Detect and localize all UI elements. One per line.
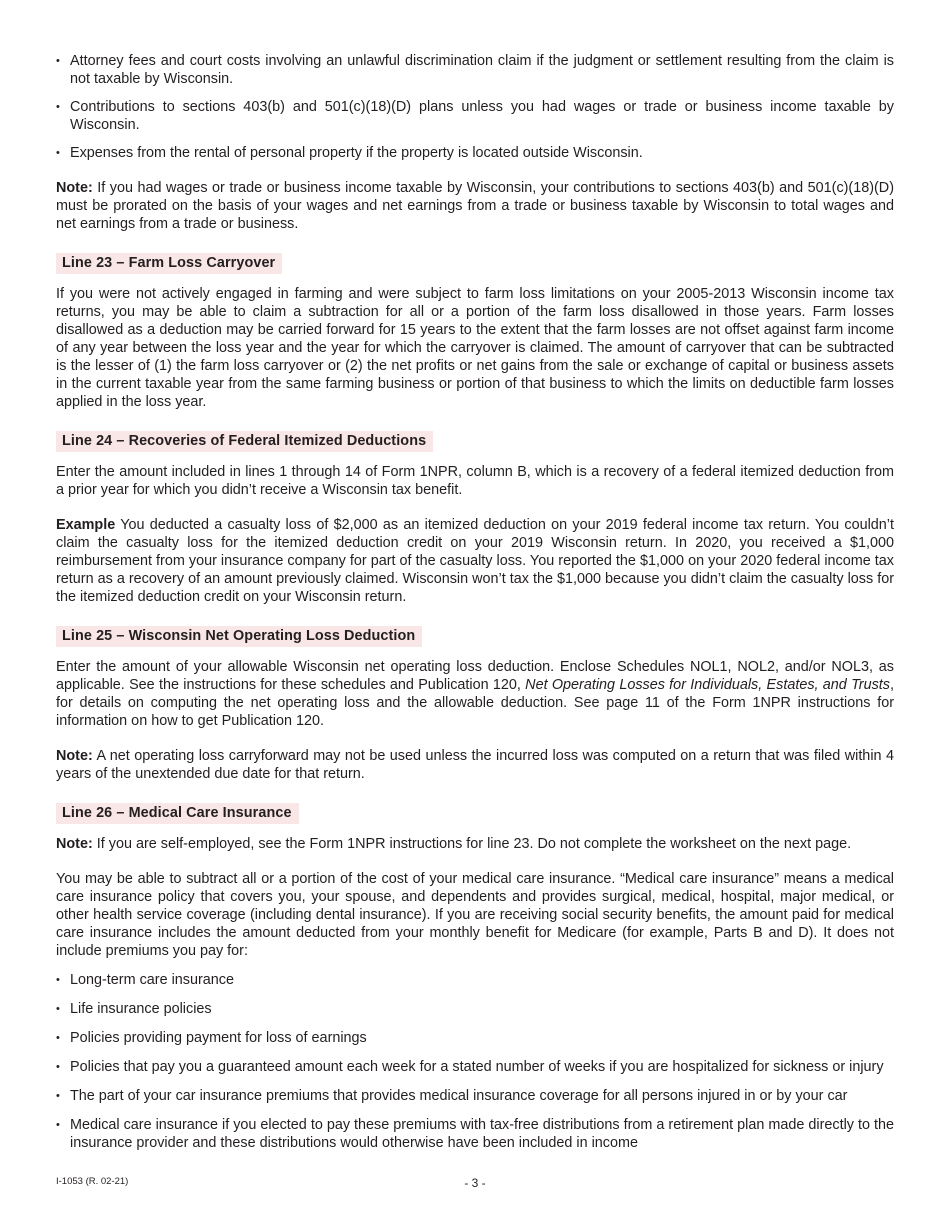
form-id: I-1053 (R. 02-21) [56,1176,129,1187]
publication-title: Net Operating Losses for Individuals, Estates, and Trusts [525,677,890,693]
list-item: • Medical care insurance if you elected to pay these premiums with tax-free distributions from a retirement plan made directly to the insurance provider and these distributions would otherwise have been included in income [56,1117,894,1151]
list-item: • Attorney fees and court costs involving an unlawful discrimination claim if the judgment or settlement resulting from the claim is not taxable by Wisconsin. [56,53,894,87]
note-paragraph [56,179,894,233]
bullet-icon: • [56,101,60,113]
note-paragraph [56,747,894,783]
note-label: Note: [56,748,93,764]
example-text: You deducted a casualty loss of $2,000 as an itemized deduction on your 2019 federal income tax return. You couldn’t claim the casualty loss for the itemized deduction credit on your 2019 Wisconsin return. In 2020, you received a $1,000 reimbursement from your insurance company for part of the casualty loss. You reported the $1,000 on your 2020 federal income tax return as a recovery of an amount previously claimed. Wisconsin won’t tax the $1,000 because you didn’t claim the casualty loss for the itemized deduction credit on your Wisconsin return. [56,517,894,605]
section-heading-line-26: Line 26 – Medical Care Insurance [56,803,299,824]
page-number: - 3 - [464,1176,486,1190]
note-label: Note: [56,180,93,196]
line-25-paragraph: Enter the amount of your allowable Wisconsin net operating loss deduction. Enclose Schedules NOL1, NOL2, and/or NOL3, as applicable. See the instructions for these schedules and Publication 120, Net Operating Losses for Individuals, Estates, and Trusts, for details on computing the net operating loss and the allowable deduction. See page 11 of the Form 1NPR instructions for information on how to get Publication 120. [56,659,894,729]
note-label: Note: [56,836,93,852]
bullet-icon: • [56,974,60,986]
bullet-icon: • [56,1061,60,1073]
example-paragraph [56,516,894,606]
list-item: • Policies that pay you a guaranteed amount each week for a stated number of weeks if you are hospitalized for sickness or injury [56,1059,884,1075]
example-label: Example [56,517,116,533]
bullet-list-top [56,52,894,162]
section-heading-line-25: Line 25 – Wisconsin Net Operating Loss Deduction [56,626,422,647]
note-text: A net operating loss carryforward may not be used unless the incurred loss was computed on a return that was filed within 4 years of the unextended due date for that return. [56,748,894,782]
list-item: • Long-term care insurance [56,972,234,988]
bullet-list-exclusions [56,971,894,1152]
page-content [56,52,894,1152]
note-paragraph [56,835,894,853]
list-item: • Contributions to sections 403(b) and 501(c)(18)(D) plans unless you had wages or trade or business income taxable by Wisconsin. [56,99,894,133]
section-heading-line-24: Line 24 – Recoveries of Federal Itemized Deductions [56,431,433,452]
note-text: If you had wages or trade or business income taxable by Wisconsin, your contributions to sections 403(b) and 501(c)(18)(D) must be prorated on the basis of your wages and net earnings from a trade or business taxable by Wisconsin to total wages and net earnings from a trade or business. [56,180,894,232]
bullet-icon: • [56,1119,60,1131]
note-text: If you are self-employed, see the Form 1NPR instructions for line 23. Do not complete the worksheet on the next page. [92,836,852,852]
line-24-paragraph: Enter the amount included in lines 1 through 14 of Form 1NPR, column B, which is a recovery of a federal itemized deduction from a prior year for which you didn’t receive a Wisconsin tax benefit. [56,464,894,498]
list-item: • Policies providing payment for loss of earnings [56,1030,367,1046]
list-item: • Expenses from the rental of personal property if the property is located outside Wisconsin. [56,145,643,161]
list-item: • Life insurance policies [56,1001,212,1017]
bullet-icon: • [56,147,60,159]
bullet-icon: • [56,1090,60,1102]
section-heading-line-23: Line 23 – Farm Loss Carryover [56,253,282,274]
line-26-paragraph: You may be able to subtract all or a portion of the cost of your medical care insurance. “Medical care insurance” means a medical care insurance policy that covers you, your spouse, and dependents and provides surgical, medical, hospital, major medical, or other health service coverage (including dental insurance). If you are receiving social security benefits, the amount paid for medical care insurance includes the amount deducted from your monthly benefit for Medicare (for example, Parts B and D). It does not include premiums you pay for: [56,871,894,959]
line-23-paragraph: If you were not actively engaged in farming and were subject to farm loss limitations on your 2005-2013 Wisconsin income tax returns, you may be able to claim a subtraction for all or a portion of the farm loss disallowed in those years. Farm losses disallowed as a deduction may be carried forward for 15 years to the extent that the farm losses are not offset against farm income of any year between the loss year and the year for which the carryover is claimed. The amount of carryover that can be subtracted is the lesser of (1) the farm loss carryover or (2) the net profits or net gains from the sale or exchange of capital or business assets in the current taxable year from the same farming business or portion of that business to which the limits on deductible farm losses applied in the loss year. [56,286,894,410]
bullet-icon: • [56,1003,60,1015]
bullet-icon: • [56,55,60,67]
bullet-icon: • [56,1032,60,1044]
list-item: • The part of your car insurance premiums that provides medical insurance coverage for all persons injured in or by your car [56,1088,848,1104]
